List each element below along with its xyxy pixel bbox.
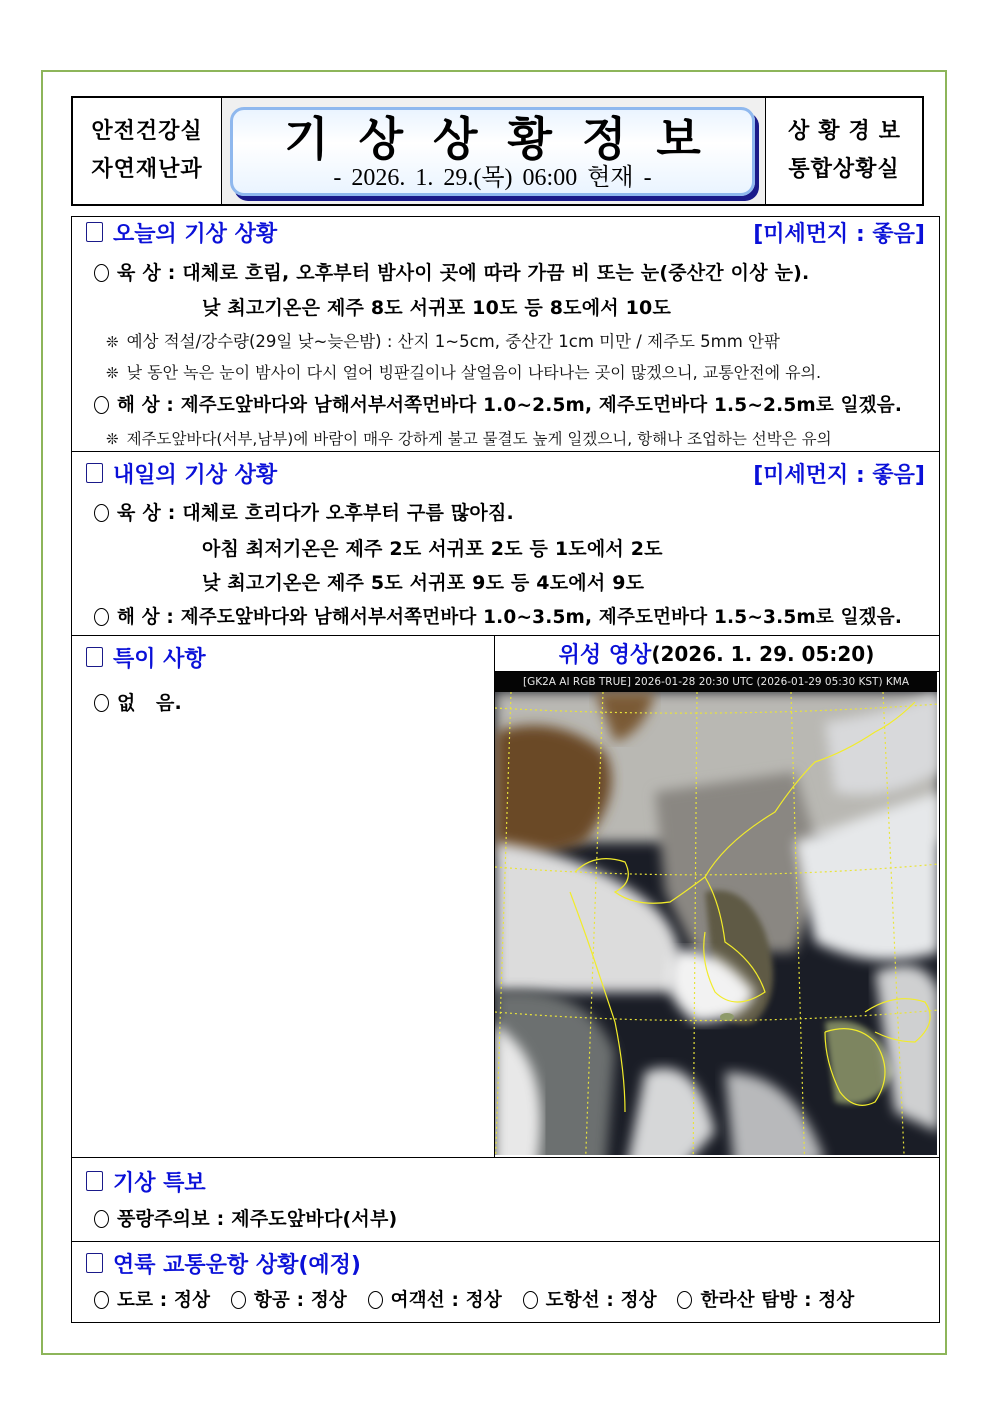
satellite-label: 위성 영상 [558,643,652,668]
circle-bullet-icon [94,504,109,522]
satellite-title [494,636,939,672]
fine-dust-status: [미세먼지 : 좋음] [753,462,925,488]
section-title-row [72,217,939,247]
note-text: 예상 적설/강수량(29일 낮~늦은밤) : 산지 1~5cm, 중산간 1cm 미만 / 제주도 5mm 안팎 [126,332,780,351]
circle-bullet-icon [94,1291,109,1309]
tomorrow-land-line1 [94,498,514,525]
circle-bullet-icon [94,396,109,414]
today-note2 [106,360,821,383]
department-line2: 자연재난과 [91,157,203,182]
circle-bullet-icon [94,1210,109,1228]
checkbox-square-icon [86,463,103,483]
land-label: 육 상 : [117,502,176,524]
land-label: 육 상 : [117,262,176,284]
satellite-time: (2026. 1. 29. 05:20) [651,641,875,666]
warning-text: 풍랑주의보 : 제주도앞바다(서부) [117,1208,398,1230]
sea-forecast: 제주도앞바다와 남해서부서쪽먼바다 1.0~2.5m, 제주도먼바다 1.5~2.5m로 일겠음. [180,395,903,416]
section-title: 특이 사항 [113,646,206,672]
section-title-row [72,458,939,488]
section-special-satellite [72,636,939,1158]
section-title: 오늘의 기상 상황 [113,221,278,247]
department-line1: 안전건강실 [91,119,203,144]
asterisk-icon: ❊ [106,333,119,351]
office-label [765,98,922,204]
sea-label: 해 상 : [117,395,175,416]
circle-bullet-icon [523,1291,538,1309]
asterisk-icon: ❊ [106,430,119,448]
section-today [72,217,939,452]
page-title: 기상상황정보 [284,111,731,166]
circle-bullet-icon [94,264,109,282]
section-tomorrow [72,452,939,636]
document-header [71,96,924,206]
section-title: 연륙 교통운항 상황(예정) [113,1252,361,1278]
circle-bullet-icon [231,1291,246,1309]
traffic-hallasan-trail: 한라산 탐방 : 정상 [700,1290,855,1311]
report-datetime: - 2026. 1. 29.(목) 06:00 현재 - [333,164,652,191]
section-title-row [72,1166,939,1196]
circle-bullet-icon [94,694,109,712]
checkbox-square-icon [86,222,103,242]
satellite-map-graphic [495,692,937,1155]
satellite-caption: [GK2A AI RGB TRUE] 2026-01-28 20:30 UTC (2026-01-29 05:30 KST) KMA [495,672,937,692]
section-traffic [72,1242,939,1322]
traffic-ferry: 도항선 : 정상 [545,1290,657,1311]
fine-dust-status: [미세먼지 : 좋음] [753,221,925,247]
report-table [71,216,940,1323]
traffic-passenger-ship: 여객선 : 정상 [390,1290,502,1311]
circle-bullet-icon [368,1291,383,1309]
traffic-road: 도로 : 정상 [117,1290,211,1311]
satellite-image [495,672,937,1155]
today-land-temp: 낮 최고기온은 제주 8도 서귀포 10도 등 8도에서 10도 [202,297,672,319]
title-box [230,107,755,196]
warning-item [94,1204,397,1231]
circle-bullet-icon [677,1291,692,1309]
checkbox-square-icon [86,1253,103,1273]
today-sea-line [94,391,902,417]
land-forecast: 대체로 흐리다가 오후부터 구름 많아짐. [182,502,514,524]
checkbox-square-icon [86,1171,103,1191]
traffic-air: 항공 : 정상 [253,1290,347,1311]
asterisk-icon: ❊ [106,364,119,382]
sea-forecast: 제주도앞바다와 남해서부서쪽먼바다 1.0~3.5m, 제주도먼바다 1.5~3.5m로 일겠음. [180,607,903,628]
section-title-row [72,642,494,672]
title-cell [221,98,765,204]
tomorrow-sea-line [94,603,902,629]
special-text: 없 음. [117,692,182,714]
today-note3 [106,427,832,449]
land-forecast: 대체로 흐림, 오후부터 밤사이 곳에 따라 가끔 비 또는 눈(중산간 이상 눈). [182,262,810,284]
section-title: 내일의 기상 상황 [113,462,278,488]
special-notes-cell [72,636,495,1157]
section-weather-warning [72,1158,939,1242]
section-title: 기상 특보 [113,1170,206,1196]
office-line2: 통합상황실 [788,157,900,182]
note-text: 제주도앞바다(서부,남부)에 바람이 매우 강하게 불고 물결도 높게 일겠으니, 항해나 조업하는 선박은 유의 [126,430,832,448]
sea-label: 해 상 : [117,607,175,628]
checkbox-square-icon [86,647,103,667]
office-line1: 상황경보 [787,119,909,144]
circle-bullet-icon [94,608,109,626]
section-title-row [72,1248,939,1278]
today-land-line1 [94,258,809,285]
department-label [73,98,221,204]
tomorrow-min-temp: 아침 최저기온은 제주 2도 서귀포 2도 등 1도에서 2도 [202,538,663,560]
traffic-status-row [94,1286,855,1312]
special-item [94,688,182,715]
today-note1 [106,328,780,352]
tomorrow-max-temp: 낮 최고기온은 제주 5도 서귀포 9도 등 4도에서 9도 [202,572,645,594]
note-text: 낮 동안 녹은 눈이 밤사이 다시 얼어 빙판길이나 살얼음이 나타나는 곳이 많겠으니, 교통안전에 유의. [126,363,822,382]
